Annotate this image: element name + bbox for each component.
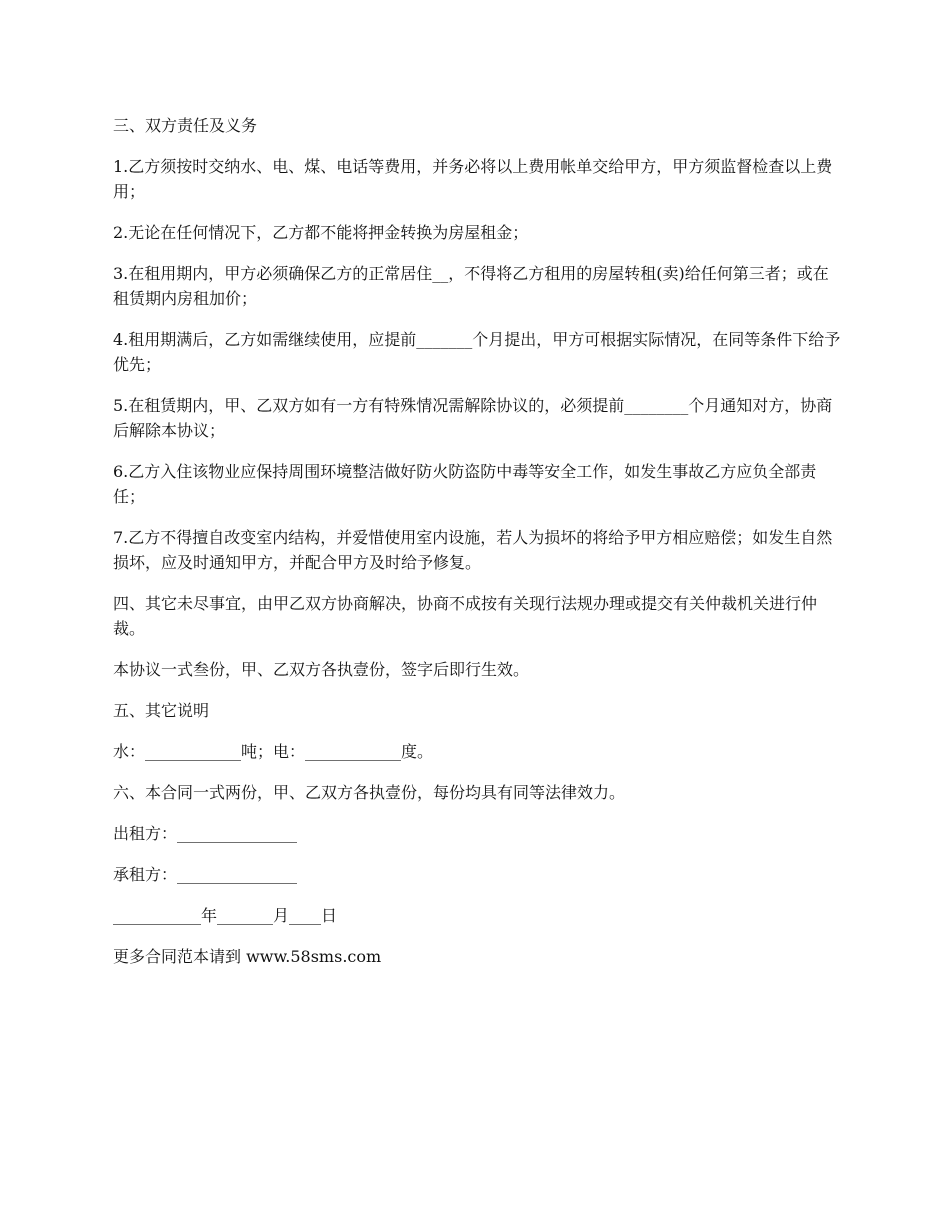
clause-4-renewal: 4.租用期满后，乙方如需继续使用，应提前_______个月提出，甲方可根据实际情况，在同等条件下给予优先； <box>113 330 841 374</box>
clause-7-structure: 7.乙方不得擅自改变室内结构，并爱惜使用室内设施，若人为损坏的将给予甲方相应赔偿；如发生自然损坏，应及时通知甲方，并配合甲方及时给予修复。 <box>113 528 833 572</box>
clause-6-safety: 6.乙方入住该物业应保持周围环境整洁做好防火防盗防中毒等安全工作，如发生事故乙方应负全部责任； <box>113 462 817 506</box>
utility-readings: 水：____________吨；电：____________度。 <box>113 742 434 761</box>
clause-1-fees: 1.乙方须按时交纳水、电、煤、电话等费用，并务必将以上费用帐单交给甲方，甲方须监督检查以上费用； <box>113 157 833 201</box>
clause-2-deposit: 2.无论在任何情况下，乙方都不能将押金转换为房屋租金； <box>113 223 529 242</box>
footer-website-note: 更多合同范本请到 www.58sms.com <box>113 947 382 966</box>
document-page <box>113 113 843 985</box>
section-heading-responsibilities: 三、双方责任及义务 <box>113 116 258 135</box>
section-heading-contract-copies: 六、本合同一式两份，甲、乙双方各执壹份，每份均具有同等法律效力。 <box>113 783 626 802</box>
lessor-signature-line: 出租方：_______________ <box>113 824 298 843</box>
agreement-copies: 本协议一式叁份，甲、乙双方各执壹份，签字后即行生效。 <box>113 660 530 679</box>
section-heading-other-matters: 四、其它未尽事宜，由甲乙双方协商解决，协商不成按有关现行法规办理或提交有关仲裁机关进行仲裁。 <box>113 594 818 638</box>
clause-5-termination: 5.在租赁期内，甲、乙双方如有一方有特殊情况需解除协议的，必须提前________个月通知对方，协商后解除本协议； <box>113 396 833 440</box>
section-heading-other-notes: 五、其它说明 <box>113 701 210 720</box>
lessee-signature-line: 承租方：_______________ <box>113 865 298 884</box>
clause-3-occupancy: 3.在租用期内，甲方必须确保乙方的正常居住__，不得将乙方租用的房屋转租(卖)给任何第三者；或在租赁期内房租加价； <box>113 264 829 308</box>
date-line: ___________年_______月____日 <box>113 906 338 925</box>
